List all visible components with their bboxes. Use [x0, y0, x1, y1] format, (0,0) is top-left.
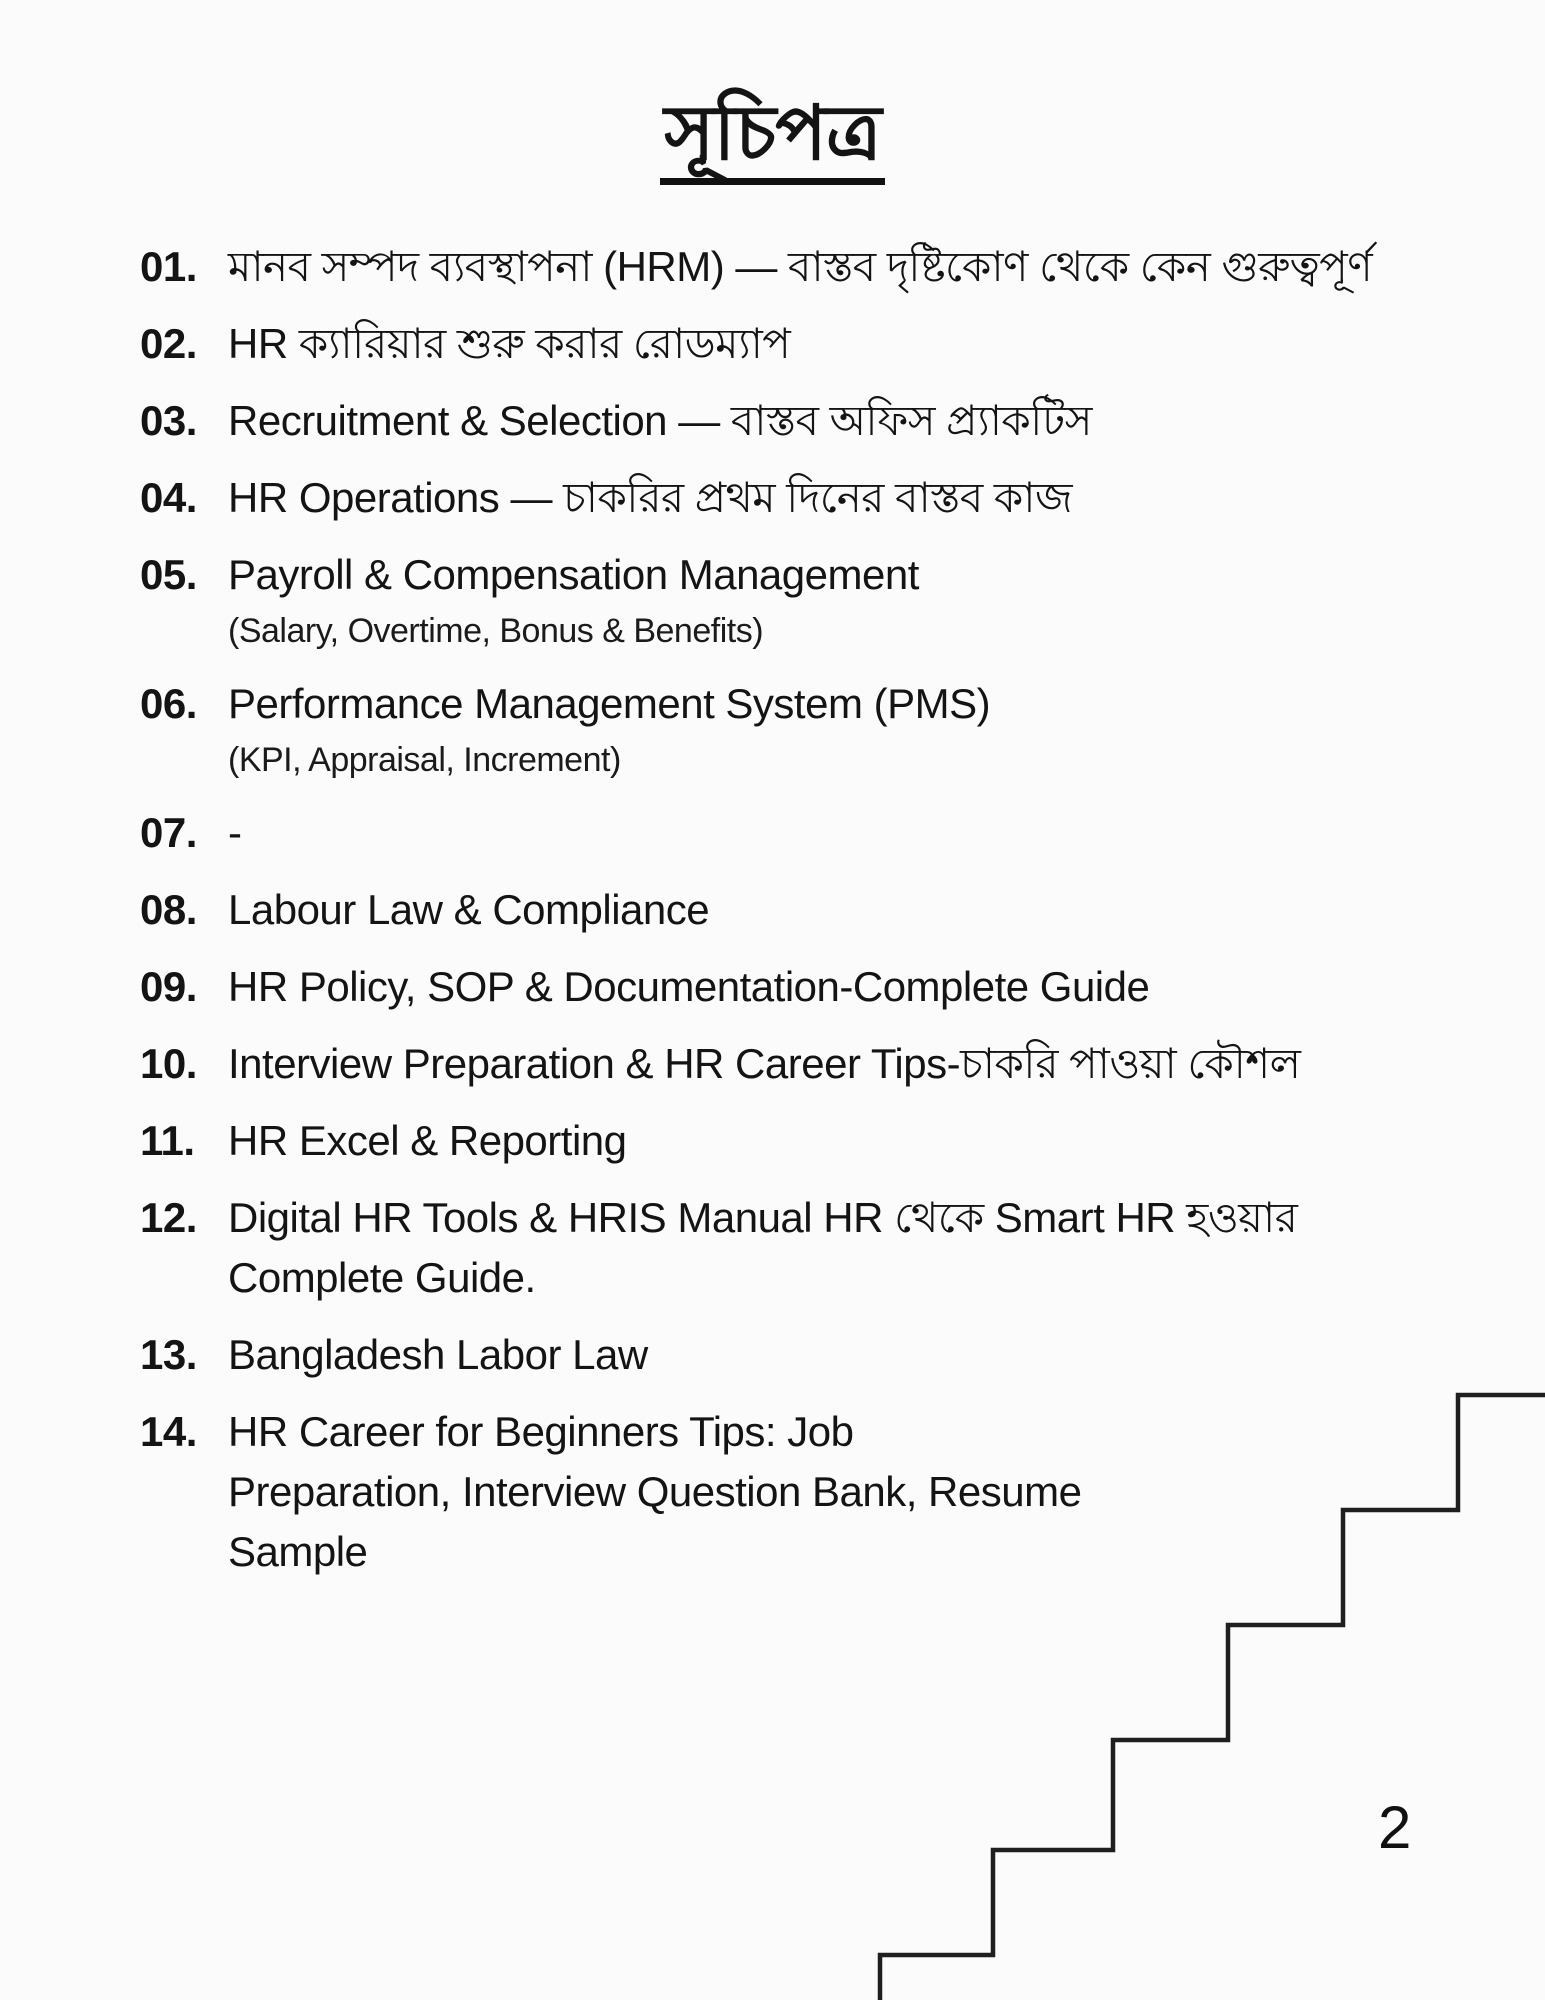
toc-item-line: Complete Guide.: [228, 1253, 536, 1301]
toc-item-text: [228, 468, 1505, 528]
toc-item-line: Bangladesh Labor Law: [228, 1330, 648, 1378]
toc-item-line: Sample: [228, 1527, 368, 1575]
toc-item-number: 03.: [140, 396, 197, 444]
toc-item: [140, 314, 1505, 374]
toc-item-number: 01.: [140, 242, 197, 290]
toc-item-line: মানব সম্পদ ব্যবস্থাপনা (HRM) — বাস্তব দৃষ্টিকোণ থেকে কেন গুরুত্বপূর্ণ: [228, 242, 1373, 290]
toc-item-number: 04.: [140, 473, 197, 521]
toc-item-number: 05.: [140, 550, 197, 598]
toc-item-text: [228, 1325, 1505, 1385]
toc-item: [140, 1402, 1505, 1582]
toc-item: [140, 391, 1505, 451]
toc-item-line: Digital HR Tools & HRIS Manual HR থেকে Smart HR হওয়ার: [228, 1193, 1298, 1241]
toc-item-text: [228, 1188, 1505, 1308]
toc-item-subtitle: (KPI, Appraisal, Increment): [228, 740, 621, 779]
toc-item-text: [228, 545, 1505, 657]
toc-item: [140, 1325, 1505, 1385]
toc-item-line: -: [228, 808, 242, 856]
toc-item: [140, 957, 1505, 1017]
toc-item-line: HR Excel & Reporting: [228, 1116, 627, 1164]
toc-item-number: 13.: [140, 1330, 197, 1378]
toc-item-line: Preparation, Interview Question Bank, Resume: [228, 1467, 1082, 1515]
page-number: 2: [1378, 1794, 1412, 1861]
toc-item-subtitle: (Salary, Overtime, Bonus & Benefits): [228, 611, 764, 650]
toc-item: [140, 1034, 1505, 1094]
toc-item-number: 07.: [140, 808, 197, 856]
toc-item-text: [228, 237, 1505, 297]
toc-item-line: HR Career for Beginners Tips: Job: [228, 1407, 854, 1455]
toc-item-line: Payroll & Compensation Management: [228, 550, 919, 598]
toc-item-number: 10.: [140, 1039, 197, 1087]
toc-item: [140, 1111, 1505, 1171]
toc-item-line: Recruitment & Selection — বাস্তব অফিস প্র্যাকটিস: [228, 396, 1092, 444]
toc-item-line: HR ক্যারিয়ার শুরু করার রোডম্যাপ: [228, 319, 791, 367]
toc-item-number: 14.: [140, 1407, 197, 1455]
toc-item-number: 08.: [140, 885, 197, 933]
toc-item-text: [228, 314, 1505, 374]
toc-item: [140, 545, 1505, 657]
toc-item-text: [228, 880, 1505, 940]
toc-item-text: [228, 1111, 1505, 1171]
toc-item-number: 12.: [140, 1193, 197, 1241]
toc-item: [140, 237, 1505, 297]
toc-item-text: [228, 1402, 1505, 1582]
page-title-text: সূচিপত্র: [660, 92, 884, 185]
toc-item-line: HR Policy, SOP & Documentation-Complete Guide: [228, 962, 1150, 1010]
toc-item: [140, 674, 1505, 786]
toc-item-line: HR Operations — চাকরির প্রথম দিনের বাস্তব কাজ: [228, 473, 1073, 521]
toc-item-text: [228, 674, 1505, 786]
toc-item-text: [228, 1034, 1505, 1094]
toc-list: [0, 185, 1545, 1582]
toc-item: [140, 468, 1505, 528]
toc-item-number: 11.: [140, 1116, 195, 1164]
toc-item-number: 02.: [140, 319, 197, 367]
toc-item-text: [228, 803, 1505, 863]
toc-item-line: Labour Law & Compliance: [228, 885, 710, 933]
page-title: [0, 0, 1545, 185]
toc-item-number: 06.: [140, 679, 197, 727]
toc-item-text: [228, 391, 1505, 451]
toc-item-number: 09.: [140, 962, 197, 1010]
toc-item-line: Interview Preparation & HR Career Tips-চাকরি পাওয়া কৌশল: [228, 1039, 1301, 1087]
toc-item: [140, 803, 1505, 863]
toc-item: [140, 1188, 1505, 1308]
toc-item: [140, 880, 1505, 940]
toc-item-text: [228, 957, 1505, 1017]
toc-item-line: Performance Management System (PMS): [228, 679, 991, 727]
